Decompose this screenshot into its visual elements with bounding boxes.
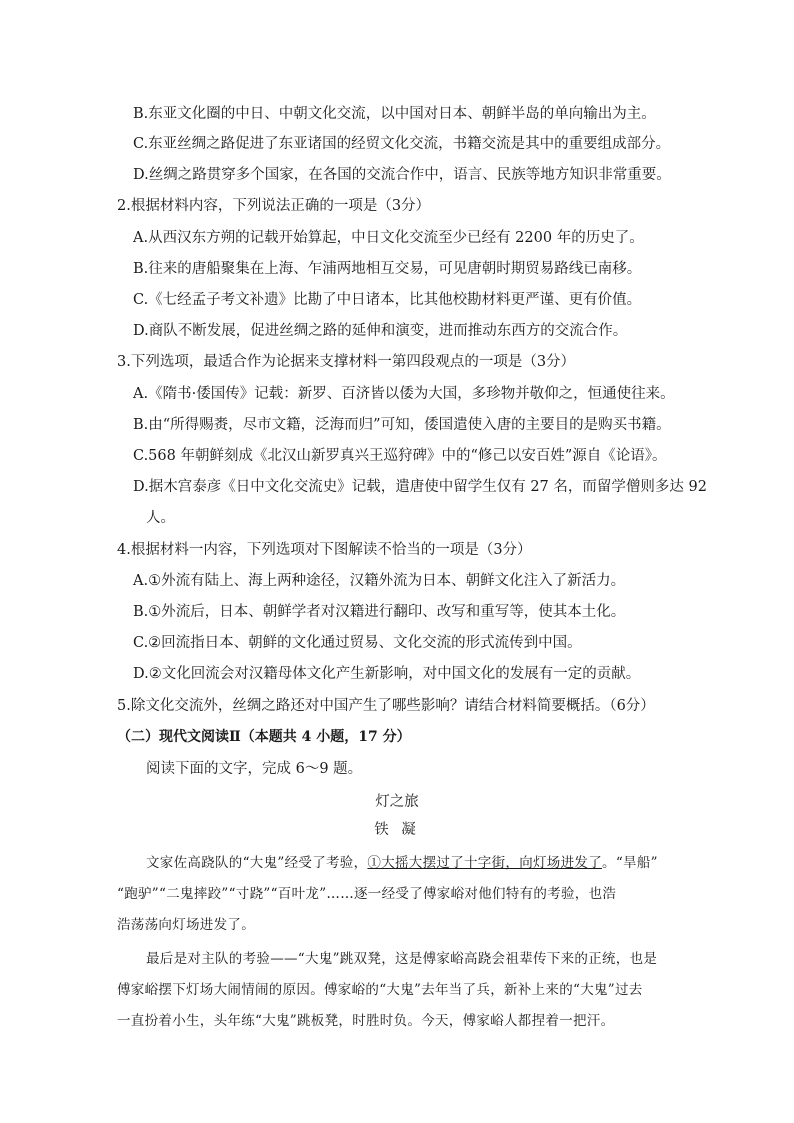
passage-text: 文家佐高跷队的“大鬼”经受了考验， — [146, 855, 368, 871]
article-title: 灯之旅 — [375, 794, 419, 810]
passage-paragraph-2-line-1: 最后是对主队的考验——“大鬼”跳双凳，这是傅家峪高跷会祖辈传下来的正统，也是 — [146, 951, 658, 967]
article-author: 铁 凝 — [374, 822, 420, 838]
q3-stem: 3.下列选项，最适合作为论据来支撑材料一第四段观点的一项是（3分） — [117, 354, 576, 370]
section-heading: （二）现代文阅读Ⅱ（本题共 4 小题，17 分） — [117, 729, 411, 745]
q4-option-a: A.①外流有陆上、海上两种途径，汉籍外流为日本、朝鲜文化注入了新活力。 — [133, 573, 626, 589]
q5-stem: 5.除文化交流外，丝绸之路还对中国产生了哪些影响？请结合材料简要概括。（6分） — [117, 698, 655, 714]
q3-option-a: A.《隋书·倭国传》记载：新罗、百济皆以倭为大国，多珍物并敬仰之，恒通使往来。 — [133, 386, 675, 402]
passage-paragraph-1-line-1 — [146, 853, 658, 873]
q3-option-d-continued: 人。 — [146, 510, 175, 526]
passage-text: 。“旱船” — [602, 855, 658, 871]
q2-option-c: C.《七经孟子考文补遗》比勘了中日诸本，比其他校勘材料更严谨、更有价值。 — [133, 292, 642, 308]
passage-paragraph-1-line-2: “跑驴”“二鬼摔跤”“寸跷”“百叶龙”……逐一经受了傅家峪对他们特有的考验，也浩 — [117, 886, 617, 902]
q2-option-d: D.商队不断发展，促进丝绸之路的延伸和演变，进而推动东西方的交流合作。 — [133, 323, 628, 339]
passage-paragraph-1-line-3: 浩荡荡向灯场进发了。 — [117, 917, 255, 933]
q4-stem: 4.根据材料一内容，下列选项对下图解读不恰当的一项是（3分） — [117, 542, 532, 558]
q4-option-b: B.①外流后，日本、朝鲜学者对汉籍进行翻印、改写和重写等，使其本土化。 — [133, 604, 626, 620]
q1-option-c: C.东亚丝绸之路促进了东亚诸国的经贸文化交流，书籍交流是其中的重要组成部分。 — [133, 136, 671, 152]
q2-option-b: B.往来的唐船聚集在上海、乍浦两地相互交易，可见唐朝时期贸易路线已南移。 — [133, 261, 642, 277]
marked-sentence-1: ①大摇大摆过了十字街，向灯场进发了 — [367, 855, 603, 871]
q4-option-d: D.②文化回流会对汉籍母体文化产生新影响，对中国文化的发展有一定的贡献。 — [133, 666, 641, 682]
q1-option-b: B.东亚文化圈的中日、中朝文化交流，以中国对日本、朝鲜半岛的单向输出为主。 — [133, 106, 656, 122]
q3-option-b: B.由“所得赐赉，尽市文籍，泛海而归”可知，倭国遣使入唐的主要目的是购买书籍。 — [133, 417, 671, 433]
q1-option-d: D.丝绸之路贯穿多个国家，在各国的交流合作中，语言、民族等地方知识非常重要。 — [133, 167, 671, 183]
q2-stem: 2.根据材料内容，下列说法正确的一项是（3分） — [117, 198, 431, 214]
passage-paragraph-2-line-3: 一直扮着小生，头年练“大鬼”跳板凳，时胜时负。今天，傅家峪人都捏着一把汗。 — [117, 1013, 615, 1029]
q3-option-d: D.据木宫泰彦《日中文化交流史》记载，遣唐使中留学生仅有 27 名，而留学僧则多达 92 — [133, 479, 707, 495]
reading-instruction: 阅读下面的文字，完成 6～9 题。 — [146, 761, 363, 777]
q2-option-a: A.从西汉东方朔的记载开始算起，中日文化交流至少已经有 2200 年的历史了。 — [133, 230, 644, 246]
q4-option-c: C.②回流指日本、朝鲜的文化通过贸易、文化交流的形式流传到中国。 — [133, 635, 582, 651]
passage-paragraph-2-line-2: 傅家峪摆下灯场大闹情闹的原因。傅家峪的“大鬼”去年当了兵，新补上来的“大鬼”过去 — [117, 982, 643, 998]
q3-option-c: C.568 年朝鲜刻成《北汉山新罗真兴王巡狩碑》中的“修己以安百姓”源自《论语》。 — [133, 448, 667, 464]
